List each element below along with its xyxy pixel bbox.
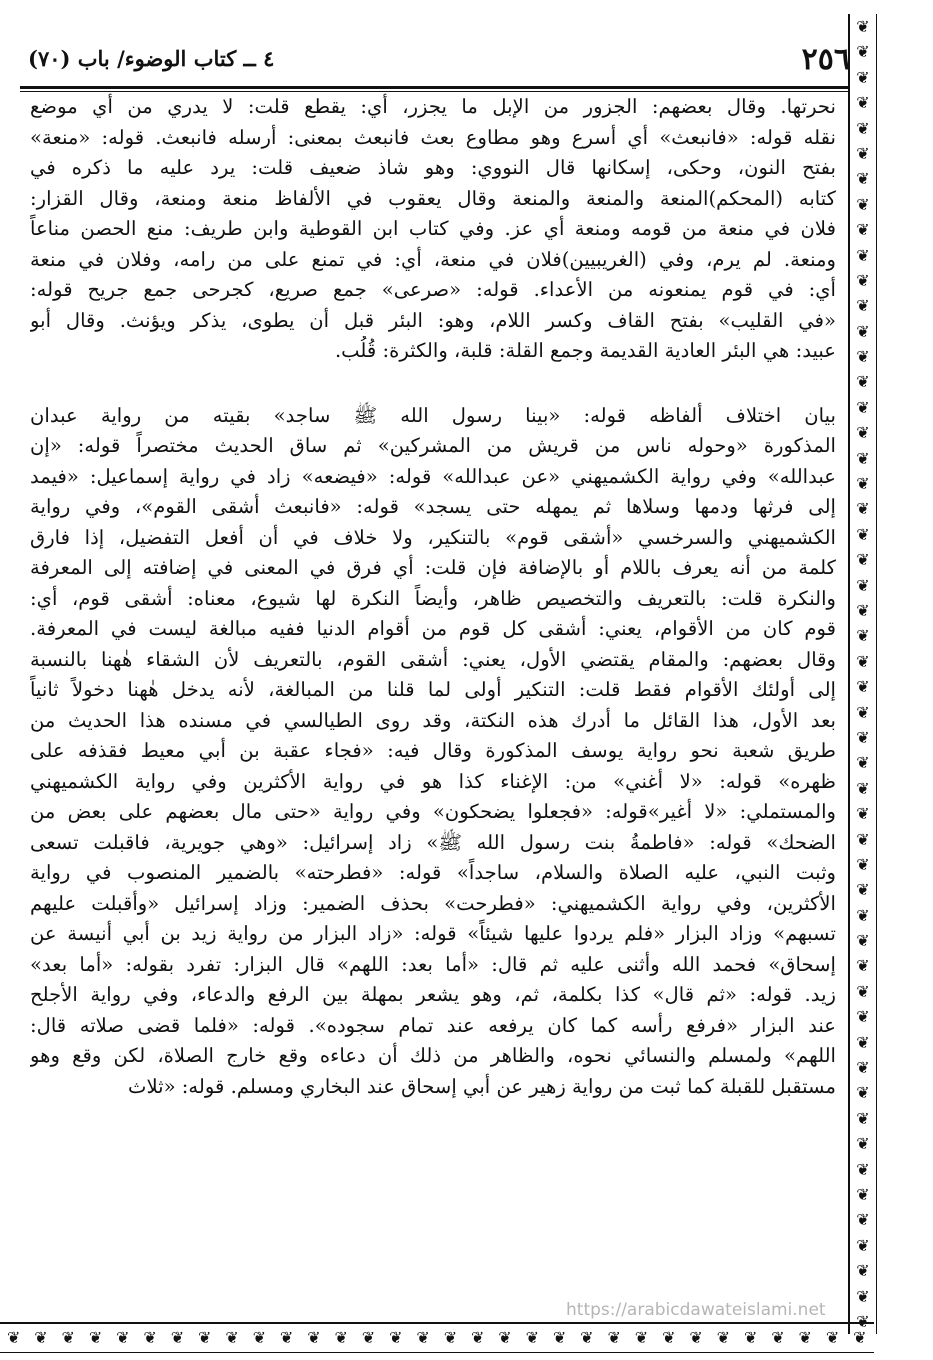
text-line: ظهره» قوله: «لا أغني» من: الإغناء كذا هو في رواية الأكثرين وفي رواية الكشميهني [30, 769, 836, 793]
ornament-icon: ❦ [856, 550, 870, 570]
text-line: وثبت النبي، عليه الصلاة والسلام، ساجداً» قوله: «فطرحته» بالضمير المنصوب في رواية [30, 861, 836, 884]
text-line: الضحك» قوله: «فاطمةُ بنت رسول الله ﷺ» زاد إسرائيل: «وهي جويرية، فاقبلت تسعى [30, 830, 836, 854]
text-line: تسبهم» وزاد البزار «فلم يردوا عليها شيئاً» قوله: «زاد البزار من رواية زيد بن أبي أنيسة عن [30, 922, 836, 945]
ornament-icon: ❦ [856, 1261, 870, 1281]
text-line: ومنعة. لم يرم، وفي (الغريبيين)فلان في منعة، أي: في تمنع على من رامه، وفلان في منعة [30, 247, 836, 271]
ornament-icon: ❦ [856, 1134, 870, 1154]
paragraph-1 [30, 92, 836, 367]
text-line: زيد. قوله: «ثم قال» كذا بكلمة، ثم، وهو يشعر بمهلة بين الرفع والدعاء، وفي رواية الأجلح [30, 983, 836, 1006]
text-line: مستقبل للقبلة كما ثبت من رواية زهير عن أبي إسحاق عند البخاري ومسلم. قوله: «ثلاث [128, 1074, 836, 1098]
ornament-icon: ❦ [607, 1328, 621, 1347]
ornament-icon: ❦ [470, 1328, 485, 1347]
ornament-icon: ❦ [856, 1083, 870, 1103]
ornament-icon: ❦ [856, 1007, 870, 1027]
ornament-icon: ❦ [6, 1328, 21, 1347]
text-line: اللهم» ولمسلم والنسائي نحوه، والظاهر من ذلك أن دعاءه وقع خارج الصلاة، لكن وقع وهو [30, 1044, 836, 1067]
ornament-icon: ❦ [856, 372, 870, 392]
text-line: قوم كان من الأقوام، يعني: أشقى كل قوم من أقوام الدنيا ففيه مبالغة ليست في المعرفة. [30, 617, 836, 640]
paragraph-gap [30, 367, 836, 401]
running-title: ٤ ــ كتاب الوضوء/ باب (٧٠) [28, 46, 275, 71]
ornament-icon: ❦ [856, 651, 870, 671]
ornament-icon: ❦ [856, 1058, 870, 1078]
ornament-icon: ❦ [198, 1328, 212, 1347]
text-line: بيان اختلاف ألفاظه قوله: «بينا رسول الله ﷺ ساجد» بقيته من رواية عبدان [30, 403, 836, 427]
ornament-icon: ❦ [856, 67, 870, 87]
ornament-icon: ❦ [61, 1328, 75, 1347]
ornament-icon: ❦ [689, 1328, 703, 1347]
text-line: عبدالله» وفي رواية الكشميهني «عن عبدالله» قوله: «فيضعه» زاد في رواية إسماعيل: «فيمد [30, 464, 836, 488]
ornament-icon: ❦ [856, 169, 870, 189]
ornament-icon: ❦ [716, 1328, 731, 1347]
ornament-icon: ❦ [856, 296, 870, 316]
ornament-icon: ❦ [856, 1286, 870, 1306]
ornament-icon: ❦ [856, 448, 870, 468]
ornament-icon: ❦ [798, 1328, 812, 1347]
ornament-icon: ❦ [580, 1328, 594, 1347]
text-line: بفتح النون، وحكى، إسكانها قال النووي: وهو شاذ ضعيف قلت: يرد عليه ما ذكره في [30, 156, 836, 179]
ornament-icon: ❦ [389, 1328, 403, 1347]
ornament-icon: ❦ [856, 1311, 870, 1331]
ornament-icon: ❦ [34, 1328, 48, 1347]
page-header [28, 40, 850, 80]
ornament-icon: ❦ [743, 1328, 758, 1347]
ornament-icon: ❦ [856, 1235, 870, 1255]
ornament-icon: ❦ [856, 321, 870, 341]
ornament-icon: ❦ [856, 931, 870, 951]
ornament-icon: ❦ [361, 1328, 376, 1347]
text-line: نحرتها. وقال بعضهم: الجزور من الإبل ما يجزر، أي: يقطع قلت: لا يدري من أي موضع [30, 95, 836, 118]
text-line: كلمة من أنه يعرف باللام أو بالإضافة فإن قلت: أي فرق في المعنى في إضافته إلى المعرفة [30, 556, 836, 579]
ornament-icon: ❦ [853, 1328, 867, 1347]
text-line: إلى فرثها ودمها وسلاها ثم يمهله حتى يسجد» قوله: «فانبعث أشقى القوم»، وفي رواية [30, 495, 836, 518]
ornament-icon: ❦ [856, 1159, 870, 1179]
ornament-icon: ❦ [856, 1108, 870, 1128]
text-line: والمستملي: «لا أغير»قوله: «فجعلوا يضحكون» وفي رواية «حتى مال بعضهم على بعض من [30, 800, 836, 823]
ornament-icon: ❦ [856, 397, 870, 417]
ornament-icon: ❦ [856, 270, 870, 290]
ornament-icon: ❦ [225, 1328, 239, 1347]
ornament-icon: ❦ [856, 727, 870, 747]
ornament-icon: ❦ [856, 423, 870, 443]
ornament-icon: ❦ [856, 143, 870, 163]
text-line: والنكرة قلت: بالتعريف والتخصيص ظاهر، وأيضاً النكرة لها شيوع، معناه: أشقى قوم، أي: [30, 586, 836, 610]
page-number: ٢٥٦ [801, 42, 850, 77]
ornament-icon: ❦ [771, 1328, 785, 1347]
ornament-icon: ❦ [143, 1328, 157, 1347]
text-line: الأكثرين، وفي رواية الكشميهني: «فطرحت» بحذف الضمير: وزاد إسرائيل «وأقبلت عليهم [30, 891, 836, 915]
ornament-icon: ❦ [307, 1328, 321, 1347]
ornament-icon: ❦ [252, 1328, 267, 1347]
text-line: بعد الأول، هذا القائل ما أدرك هذه النكتة، وقد روى الطيالسي في مسنده هذا الحديث من [30, 708, 836, 732]
ornament-icon: ❦ [856, 42, 870, 62]
text-line: طريق شعبة نحو رواية يوسف المذكورة وقال فيه: «فجاء عقبة بن أبي معيط فقذفه على [30, 739, 836, 762]
ornament-icon: ❦ [856, 499, 870, 519]
text-line: إلى أولئك الأقوام فقط قلت: التنكير أولى لما قلنا من المبالغة، لأنه يدخل هٰهنا دخولاً ثانياً [30, 678, 836, 701]
text-line: نقله قوله: «فانبعث» أي أسرع وهو مطاوع بعث فانبعث بمعنى: أرسله فانبعث. قوله: «منعة» [30, 125, 836, 149]
ornament-icon: ❦ [634, 1328, 649, 1347]
text-line: المذكورة «وحوله ناس من قريش من المشركين» ثم ساق الحديث مختصراً قوله: «إن [30, 434, 836, 457]
ornament-icon: ❦ [856, 829, 870, 849]
ornament-icon: ❦ [88, 1328, 103, 1347]
page-body [30, 92, 836, 1102]
ornament-icon: ❦ [856, 347, 870, 367]
ornament-icon: ❦ [856, 245, 870, 265]
ornament-icon: ❦ [525, 1328, 539, 1347]
text-line: أي: في قوم يمنعونه من الأعداء. قوله: «صرعى» جمع صريع، كجرحى جمع جريح قوله: [30, 278, 836, 301]
ornament-icon: ❦ [279, 1328, 294, 1347]
ornament-icon: ❦ [856, 194, 870, 214]
ornament-icon: ❦ [170, 1328, 185, 1347]
ornament-icon: ❦ [856, 981, 870, 1001]
ornament-icon: ❦ [443, 1328, 458, 1347]
ornament-icon: ❦ [856, 854, 870, 874]
ornament-icon: ❦ [856, 626, 870, 646]
ornament-icon: ❦ [856, 600, 870, 620]
ornament-icon: ❦ [416, 1328, 430, 1347]
ornament-icon: ❦ [856, 524, 870, 544]
text-line: عند البزار «فرفع رأسه كما كان يرفعه عند تمام سجوده». قوله: «فلما قضى صلاته قال: [30, 1013, 836, 1037]
ornament-icon: ❦ [856, 220, 870, 240]
ornament-icon: ❦ [116, 1328, 130, 1347]
text-line: إسحاق» فحمد الله وأثنى عليه ثم قال: «أما بعد: اللهم» قال البزار: تفرد بقوله: «أما بعد» [30, 952, 836, 976]
header-rule [20, 86, 848, 89]
ornament-icon: ❦ [856, 93, 870, 113]
text-line: الكشميهني والسرخسي «أشقى قوم» بالتنكير، ولا خلاف في أن أفعل التفضيل، إذا فارق [30, 525, 836, 549]
ornament-icon: ❦ [334, 1328, 348, 1347]
ornament-icon: ❦ [662, 1328, 676, 1347]
ornament-icon: ❦ [552, 1328, 567, 1347]
ornament-icon: ❦ [856, 474, 870, 494]
ornament-icon: ❦ [856, 1032, 870, 1052]
ornament-icon: ❦ [856, 1184, 870, 1204]
ornament-icon: ❦ [856, 753, 870, 773]
ornament-icon: ❦ [856, 905, 870, 925]
text-line: عبيد: هي البئر العادية القديمة وجمع القلة: قلبة، والكثرة: قُلُب. [334, 339, 836, 362]
watermark-url: https://arabicdawateislami.net [566, 1300, 826, 1320]
ornament-icon: ❦ [856, 702, 870, 722]
text-line: كتابه (المحكم)المنعة والمنعة والمنعة وقال يعقوب في الألفاظ منعة ومنعة، وقال القزار: [30, 186, 836, 210]
ornament-icon: ❦ [825, 1328, 840, 1347]
ornament-icon: ❦ [856, 1210, 870, 1230]
ornament-icon: ❦ [856, 118, 870, 138]
paragraph-2 [30, 401, 836, 1103]
ornament-icon: ❦ [856, 880, 870, 900]
ornament-icon: ❦ [856, 778, 870, 798]
text-line: «في القليب» بفتح القاف وكسر اللام، وهو: البئر قبل أن يطوى، يذكر ويؤنث. وقال أبو [30, 308, 836, 332]
ornament-icon: ❦ [856, 17, 870, 36]
ornamental-bottom-border [0, 1322, 874, 1353]
text-line: وقال بعضهم: والمقام يقتضي الأول، يعني: أشقى القوم، بالتعريف لأن الشقاء هٰهنا بالنسبة [30, 647, 836, 671]
ornament-icon: ❦ [856, 804, 870, 824]
text-line: فلان في منعة من قومه ومنعة أي عز. وفي كتاب ابن القوطية وابن طريف: منع الحصن مناعاً [30, 217, 836, 240]
ornament-icon: ❦ [856, 575, 870, 595]
ornament-icon: ❦ [856, 956, 870, 976]
ornamental-side-border [848, 14, 877, 1334]
ornament-icon: ❦ [856, 677, 870, 697]
ornament-icon: ❦ [498, 1328, 512, 1347]
